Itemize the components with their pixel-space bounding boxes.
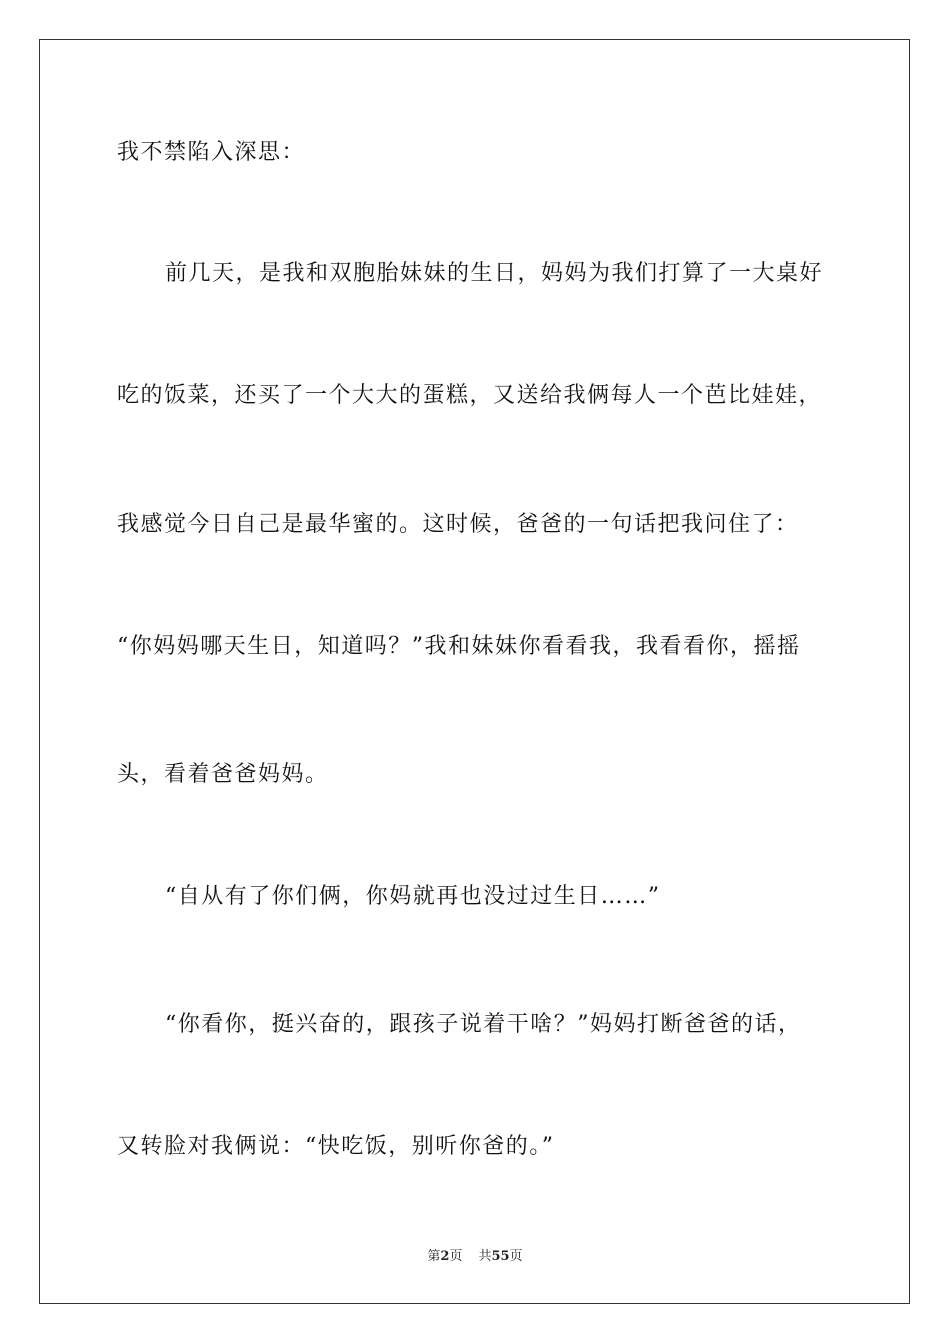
text-line-5: “你妈妈哪天生日，知道吗？”我和妹妹你看看我，我看看你，摇摇 [117, 634, 801, 659]
text-line-8: “你看你，挺兴奋的，跟孩子说着干啥？”妈妈打断爸爸的话， [165, 1012, 802, 1037]
page-number: 2 [440, 1249, 450, 1264]
page-frame [39, 39, 910, 1304]
text-line-6: 头，看着爸爸妈妈。 [117, 762, 329, 787]
text-line-1: 我不禁陷入深思： [117, 140, 306, 165]
text-line-9: 又转脸对我俩说：“快吃饭，别听你爸的。” [117, 1134, 555, 1159]
text-line-2: 前几天，是我和双胞胎妹妹的生日，妈妈为我们打算了一大桌好 [165, 261, 824, 286]
text-line-4: 我感觉今日自己是最华蜜的。这时候，爸爸的一句话把我问住了： [117, 512, 799, 537]
text-line-3: 吃的饭菜，还买了一个大大的蛋糕，又送给我俩每人一个芭比娃娃， [117, 383, 823, 408]
total-prefix: 共 [478, 1249, 492, 1264]
total-pages: 55 [491, 1249, 510, 1264]
page-suffix: 页 [449, 1249, 463, 1264]
page-prefix: 第 [427, 1249, 441, 1264]
text-line-7: “自从有了你们俩，你妈就再也没过过生日……” [165, 884, 661, 909]
total-suffix: 页 [509, 1249, 523, 1264]
page-footer [0, 1248, 950, 1266]
